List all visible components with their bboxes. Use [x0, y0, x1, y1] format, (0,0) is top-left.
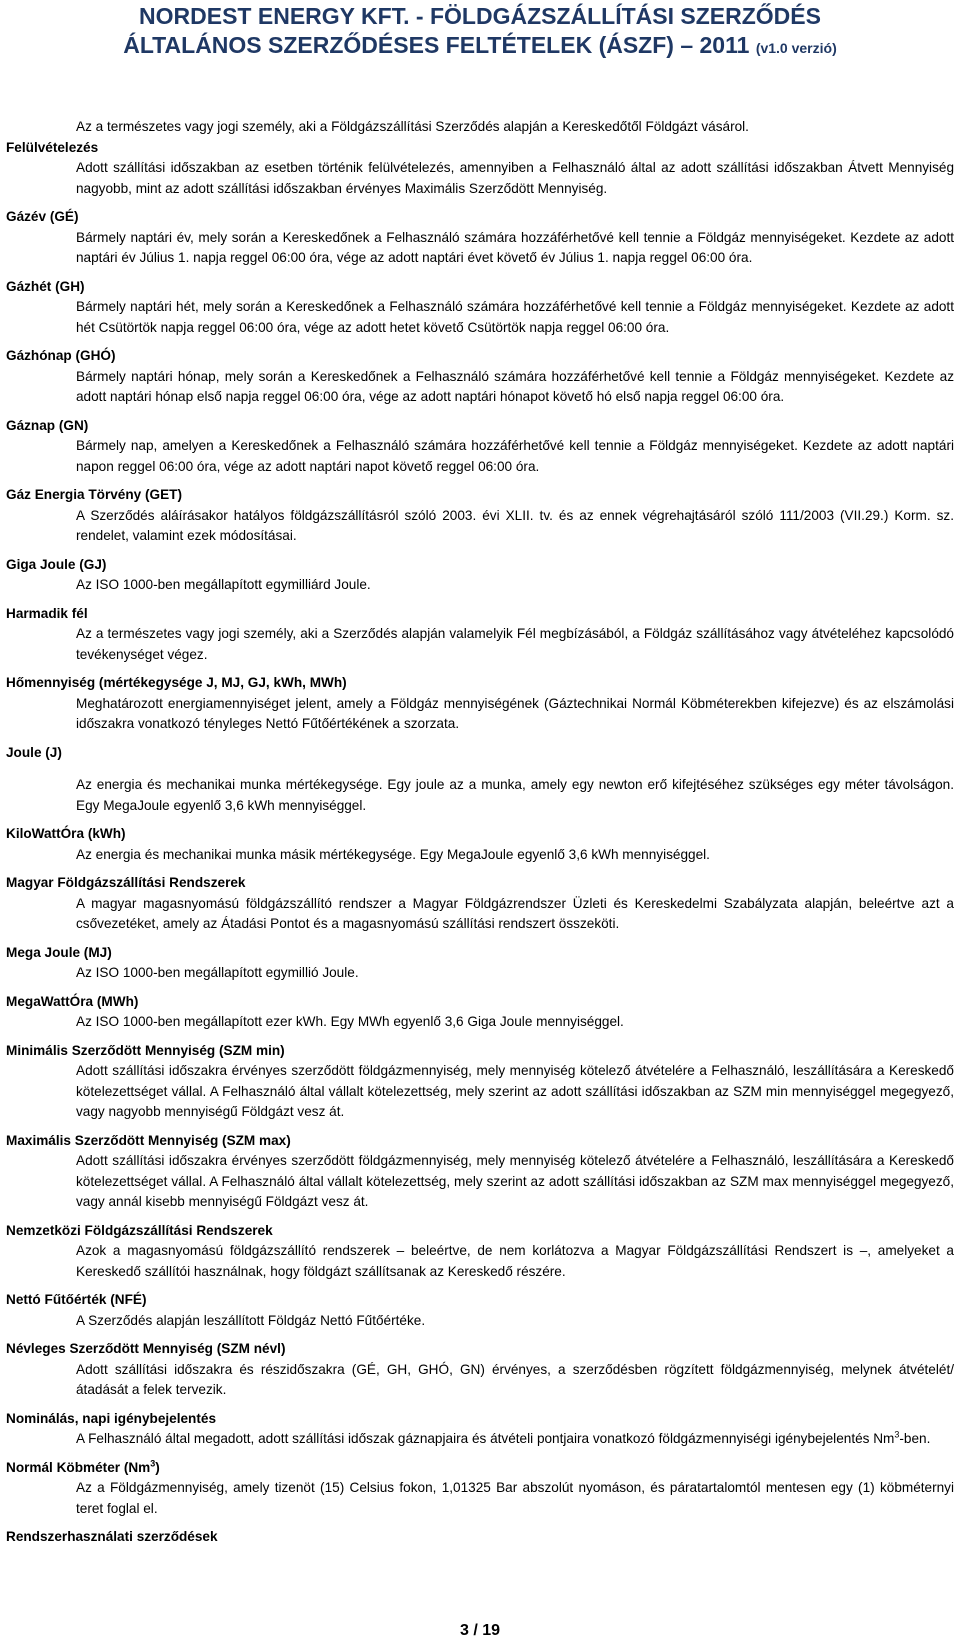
term-title: Gázhét (GH) [6, 278, 85, 294]
term-definition-text: A Felhasználó által megadott, adott szállítási időszak gáznapjaira és átvételi pontjaira vonatkozó földgázmennyiségi igénybejelentés Nm [76, 1431, 895, 1446]
term-title: Mega Joule (MJ) [6, 944, 112, 960]
term-definition: Bármely naptári hét, mely során a Kereskedőnek a Felhasználó számára hozzáférhetővé kell tennie a Földgáz mennyiségeket. Kezdete az adott hét Csütörtök napja reggel 06:00 óra, vége az adott hetet követő Csütörtök napja reggel 06:00 óra. [76, 299, 954, 335]
term-magyar-foldgazszallitasi-rendszerek [6, 873, 954, 935]
term-szm-nevl [6, 1339, 954, 1401]
term-homennyiseg [6, 673, 954, 735]
term-definition: Bármely naptári év, mely során a Kereskedőnek a Felhasználó számára hozzáférhetővé kell tennie a Földgáz mennyiségeket. Kezdete az adott naptári év Július 1. napja reggel 06:00 óra, vége az adott naptári évet követő év Július 1. napja reggel 06:00 óra. [76, 229, 954, 265]
term-gazhonap [6, 346, 954, 408]
intro-paragraph: Az a természetes vagy jogi személy, aki a Földgázszállítási Szerződés alapján a Kereskedőtől Földgázt vásárol. [76, 119, 749, 134]
term-title: Felülvételezés [6, 139, 99, 155]
term-joule [6, 743, 954, 817]
term-title [6, 1458, 954, 1479]
term-title: Névleges Szerződött Mennyiség (SZM névl) [6, 1341, 286, 1356]
term-definition: Adott szállítási időszakra érvényes szerződött földgázmennyiség, mely mennyiség kötelező átvételére a Felhasználó, leszállítására a Kereskedő kötelezettséget vállal. A Felhasználó által vállalt kötelezettség, mely szerint az adott szállítási időszakban az SZM max mennyiséggel megegyező, vagy annál kisebb mennyiségű Földgázt vesz át. [76, 1153, 954, 1209]
term-definition: Adott szállítási időszakban az esetben történik felülvételezés, amennyiben a Felhasználó által az adott szállítási időszakban Átvett Mennyiség nagyobb, mint az adott szállítási időszakban érvényes Maximális Szerződött Mennyiség. [76, 160, 954, 196]
term-harmadik-fel [6, 604, 954, 666]
term-title: Harmadik fél [6, 605, 88, 621]
term-definition: Bármely naptári hónap, mely során a Kereskedőnek a Felhasználó számára hozzáférhetővé kell tennie a Földgáz mennyiségeket. Kezdete az adott naptári hónap első napja reggel 06:00 óra, vége az adott naptári hónapot követő hó első napja reggel 06:00 óra. [76, 368, 954, 404]
term-definition: Az ISO 1000-ben megállapított egymilliárd Joule. [76, 577, 371, 592]
term-szm-min [6, 1041, 954, 1123]
term-title: Nemzetközi Földgázszállítási Rendszerek [6, 1222, 273, 1238]
page-number: 3 / 19 [459, 1622, 501, 1639]
header-version: (v1.0 verzió) [755, 40, 837, 56]
term-definition-suffix: -ben. [899, 1431, 931, 1446]
term-felulvetelezes [6, 138, 954, 200]
term-megawattora [6, 992, 954, 1033]
term-title-suffix: ) [155, 1459, 160, 1475]
term-title: Maximális Szerződött Mennyiség (SZM max) [6, 1132, 291, 1148]
term-gaz-energia-torveny [6, 485, 954, 547]
term-title: Hőmennyiség (mértékegysége J, MJ, GJ, kWh, MWh) [6, 675, 347, 690]
superscript-3: 3 [150, 1457, 156, 1468]
term-title: MegaWattÓra (MWh) [6, 993, 139, 1009]
term-title: Rendszerhasználati szerződések [6, 1529, 218, 1544]
term-title: Gázév (GÉ) [6, 209, 79, 224]
definitions-list [6, 117, 954, 1556]
term-definition: Az a Földgázmennyiség, amely tizenöt (15) Celsius fokon, 1,01325 Bar abszolút nyomáson, és páratartalomtól mentesen egy (1) köbméternyi teret foglal el. [76, 1480, 954, 1516]
document-header [0, 0, 960, 63]
term-netto-futoertek [6, 1290, 954, 1331]
term-gazev [6, 207, 954, 269]
term-definition: Bármely nap, amelyen a Kereskedőnek a Felhasználó számára hozzáférhetővé kell tennie a Földgáz mennyiségeket. Kezdete az adott naptári napon reggel 06:00 óra, vége az adott naptári napot követő reggel 06:00 óra. [76, 438, 954, 474]
term-definition: Az energia és mechanikai munka mértékegysége. Egy joule az a munka, amely egy newton erő kifejtéséhez szükséges egy méter távolságon. Egy MegaJoule egyenlő 3,6 kWh mennyiséggel. [76, 777, 954, 813]
term-definition: A Szerződés aláírásakor hatályos földgázszállításról szóló 2003. évi XLII. tv. és az ennek végrehajtásáról szóló 111/2003 (VII.29.) Korm. sz. rendelet, valamint ezek módosításai. [76, 507, 954, 543]
term-definition [76, 1429, 954, 1450]
term-normal-kobmeter [6, 1458, 954, 1520]
term-definition: Az ISO 1000-ben megállapított ezer kWh. Egy MWh egyenlő 3,6 Giga Joule mennyiséggel. [76, 1014, 624, 1029]
term-title: Gázhónap (GHÓ) [6, 348, 116, 363]
term-title-text: Normál Köbméter (Nm [6, 1459, 151, 1475]
term-title: Magyar Földgázszállítási Rendszerek [6, 875, 246, 890]
header-company-title: NORDEST ENERGY KFT. - FÖLDGÁZSZÁLLÍTÁSI SZERZŐDÉS [139, 3, 821, 29]
term-title: Nominálás, napi igénybejelentés [6, 1410, 217, 1426]
superscript-3: 3 [894, 1429, 900, 1440]
term-definition: Az a természetes vagy jogi személy, aki a Szerződés alapján valamelyik Fél megbízásából, a Földgáz szállításához vagy átvételéhez kapcsolódó tevékenységet végez. [76, 626, 954, 662]
term-definition: A Szerződés alapján leszállított Földgáz Nettó Fűtőértéke. [76, 1312, 426, 1328]
term-gazhet [6, 277, 954, 339]
term-title: KiloWattÓra (kWh) [6, 826, 126, 841]
term-nemzetkozi-rendszerek [6, 1221, 954, 1283]
term-definition: Az energia és mechanikai munka másik mértékegysége. Egy MegaJoule egyenlő 3,6 kWh mennyiséggel. [76, 846, 710, 862]
term-title: Nettó Fűtőérték (NFÉ) [6, 1292, 147, 1307]
header-aszf-title: ÁLTALÁNOS SZERZŐDÉSES FELTÉTELEK (ÁSZF) – 2011 [123, 32, 750, 58]
term-rendszerhasznalati-szerzodesek [6, 1527, 954, 1548]
term-gaznap [6, 416, 954, 478]
term-title: Giga Joule (GJ) [6, 556, 107, 572]
term-definition: Adott szállítási időszakra érvényes szerződött földgázmennyiség, mely mennyiség kötelező átvételére a Felhasználó, leszállítására a Kereskedő kötelezettséget vállal. A Felhasználó által vállalt kötelezettség, mely szerint az adott szállítási időszakban az SZM min mennyiséggel megegyező, vagy nagyobb mennyiségű Földgázt vesz át. [76, 1063, 954, 1119]
term-definition: Azok a magasnyomású földgázszállító rendszerek – beleértve, de nem korlátozva a Magyar Földgázszállítási Rendszert is –, amelyeket a Kereskedő szállítói használnak, hogy földgázt szállítsanak az Kereskedő részére. [76, 1243, 954, 1279]
term-definition: Az ISO 1000-ben megállapított egymillió Joule. [76, 965, 359, 980]
term-definition: A magyar magasnyomású földgázszállító rendszer a Magyar Földgázrendszer Üzleti és Kereskedelmi Szabályzata alapján, beleértve azt a csővezetéket, amely az Átadási Pontot és a magasnyomású szállítási rendszert összeköti. [76, 895, 954, 931]
term-title: Joule (J) [6, 744, 62, 760]
term-definition: Adott szállítási időszakra és részidőszakra (GÉ, GH, GHÓ, GN) érvényes, a szerződésben rögzített földgázmennyiség, melynek átvételét/átadását a felek tervezik. [76, 1361, 954, 1397]
term-title: Gáz Energia Törvény (GET) [6, 487, 183, 502]
header-document-title [0, 30, 960, 63]
term-definition: Meghatározott energiamennyiséget jelent, amely a Földgáz mennyiségének (Gáztechnikai Normál Köbméterekben kifejezve) és az elszámolási időszakra vonatkozó tényleges Nettó Fűtőértékének a szorzata. [76, 695, 954, 731]
term-mega-joule [6, 943, 954, 984]
term-szm-max [6, 1131, 954, 1213]
term-title: Minimális Szerződött Mennyiség (SZM min) [6, 1042, 285, 1058]
term-kilowattora [6, 824, 954, 865]
term-giga-joule [6, 555, 954, 596]
term-nominalas [6, 1409, 954, 1450]
term-title: Gáznap (GN) [6, 417, 89, 433]
